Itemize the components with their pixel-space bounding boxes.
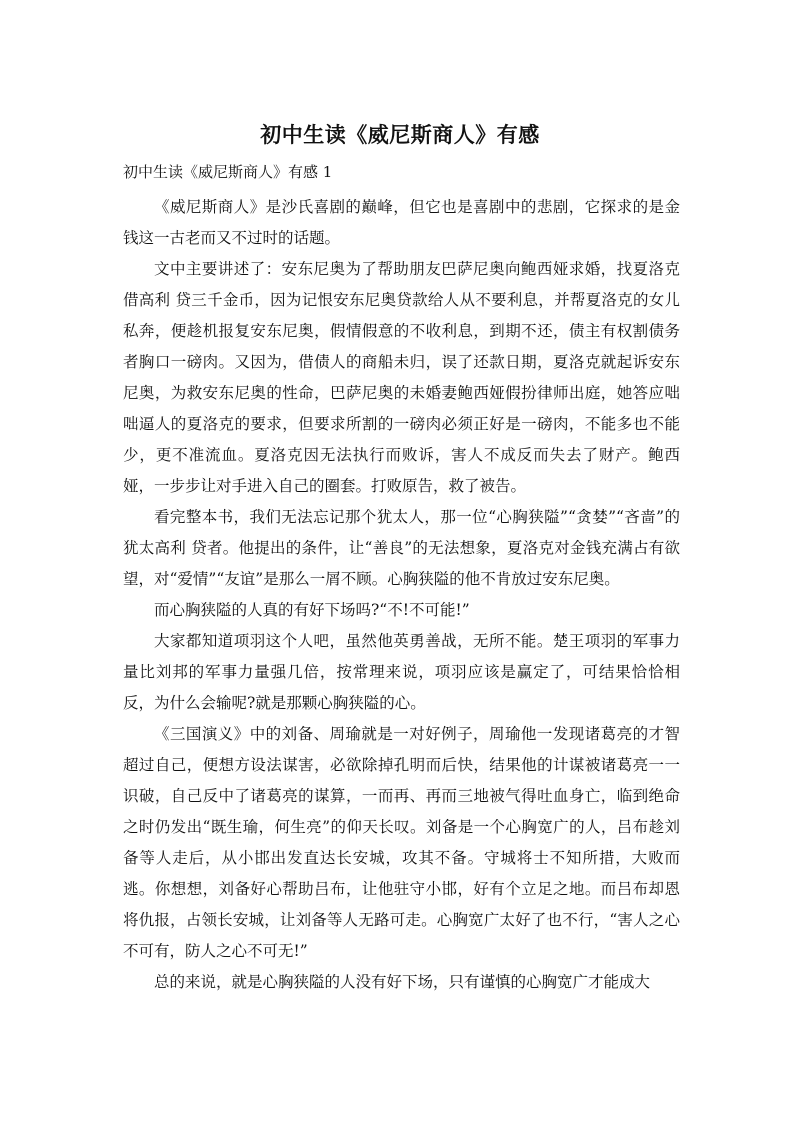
paragraph: 《威尼斯商人》是沙氏喜剧的巅峰，但它也是喜剧中的悲剧，它探求的是金钱这一古老而又不过时的话题。 [123, 198, 680, 247]
paragraph: 看完整本书，我们无法忘记那个犹太人，那一位“心胸狭隘”“贪婪”“吝啬”的犹太高利 贷者。他提出的条件，让“善良”的无法想象，夏洛克对金钱充满占有欲望，对“爱情”“友谊”是那么一屑不顾。心胸狭隘的他不肯放过安东尼奥。 [123, 508, 680, 588]
paragraph: 文中主要讲述了：安东尼奥为了帮助朋友巴萨尼奥向鲍西娅求婚，找夏洛克借高利 贷三千金币，因为记恨安东尼奥贷款给人从不要利息，并帮夏洛克的女儿私奔，便趁机报复安东尼奥，假情假意的不收利息，到期不还，债主有权割债务者胸口一磅肉。又因为，借债人的商船未归，误了还款日期，夏洛克就起诉安东尼奥，为救安东尼奥的性命，巴萨尼奥的未婚妻鲍西娅假扮律师出庭，她答应咄咄逼人的夏洛克的要求，但要求所割的一磅肉必须正好是一磅肉，不能多也不能少，更不准流血。夏洛克因无法执行而败诉，害人不成反而失去了财产。鲍西娅，一步步让对手进入自己的圈套。打败原告，救了被告。 [123, 260, 680, 495]
document-subtitle: 初中生读《威尼斯商人》有感 1 [123, 163, 333, 181]
document-title: 初中生读《威尼斯商人》有感 [260, 123, 540, 147]
paragraph: 总的来说，就是心胸狭隘的人没有好下场，只有谨慎的心胸宽广才能成大 [154, 973, 651, 991]
paragraph: 而心胸狭隘的人真的有好下场吗?“不!不可能!” [154, 601, 470, 619]
document-body [123, 192, 680, 998]
paragraph: 《三国演义》中的刘备、周瑜就是一对好例子，周瑜他一发现诸葛亮的才智超过自己，便想方设法谋害，必欲除掉孔明而后快，结果他的计谋被诸葛亮一一识破，自己反中了诸葛亮的谋算，一而再、再而三地被气得吐血身亡，临到绝命之时仍发出“既生瑜，何生亮”的仰天长叹。刘备是一个心胸宽广的人，吕布趁刘备等人走后，从小邯出发直达长安城，攻其不备。守城将士不知所措，大败而逃。你想想，刘备好心帮助吕布，让他驻守小邯，好有个立足之地。而吕布却恩将仇报，占领长安城，让刘备等人无路可走。心胸宽广太好了也不行，“害人之心不可有，防人之心不可无!” [123, 725, 680, 960]
paragraph: 大家都知道项羽这个人吧，虽然他英勇善战，无所不能。楚王项羽的军事力量比刘邦的军事力量强几倍，按常理来说，项羽应该是赢定了，可结果恰恰相反，为什么会输呢?就是那颗心胸狭隘的心。 [123, 632, 680, 712]
